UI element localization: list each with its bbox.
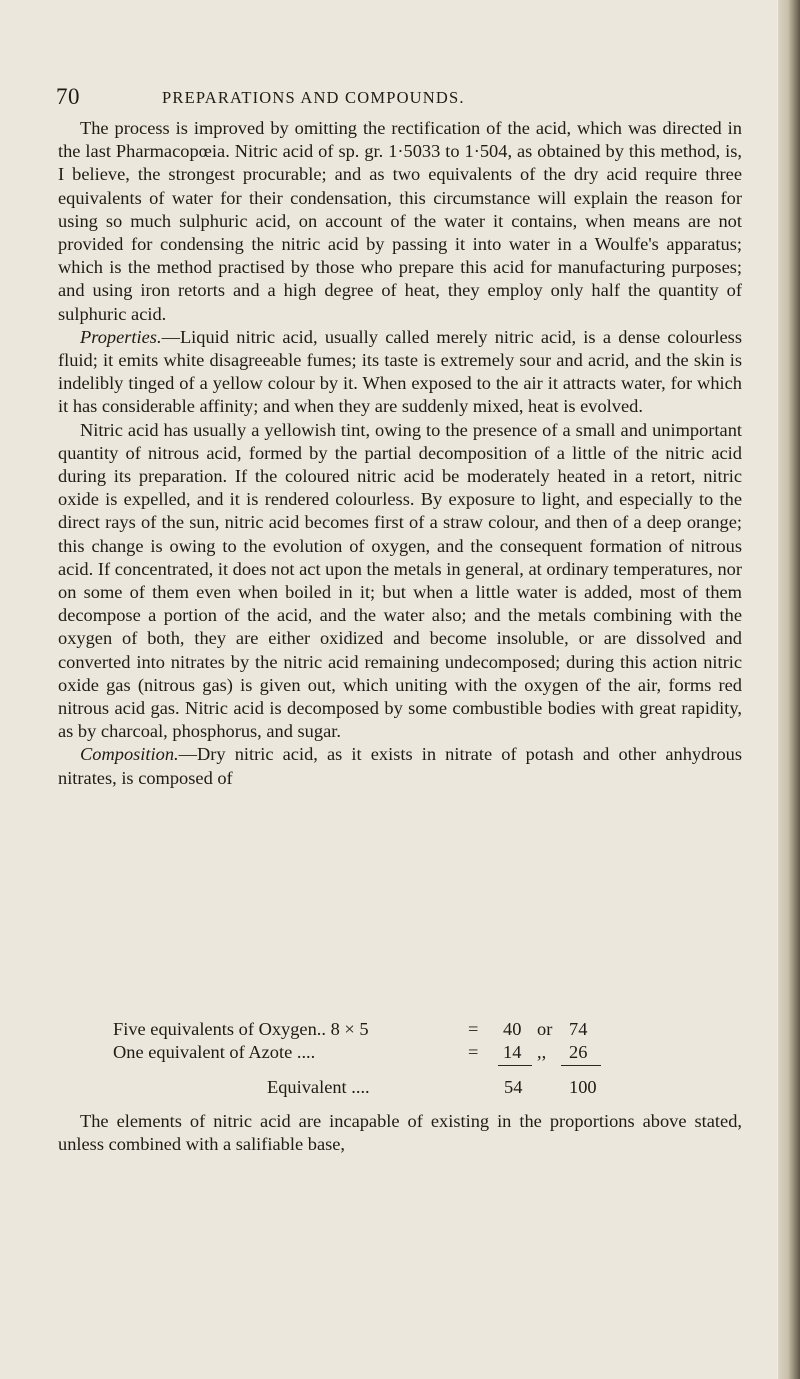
page-number: 70 [56, 84, 80, 109]
composition-table [58, 1018, 742, 1064]
composition-row-oxygen [58, 1018, 742, 1041]
paragraph-properties [58, 326, 742, 419]
separator: ,, [537, 1042, 547, 1063]
paragraph-nitric-acid-tint: Nitric acid has usually a yellowish tint, owing to the presence of a small and unimportant quantity of nitrous acid, formed by the partial decomposition of a little of the nitric acid during its preparation. If the coloured nitric acid be moderately heated in a retort, nitric oxide is expelled, and it is rendered colourless. By exposure to light, and especially to the direct rays of the sun, nitric acid becomes first of a straw colour, and then of a deep orange; this change is owing to the evolution of oxygen, and the consequent formation of nitrous acid. If concentrated, it does not act upon the metals in general, at ordinary temperatures, nor on some of them even when boiled in it; but when a little water is added, most of them decompose a portion of the acid, and the water also; and the metals combining with the oxygen of both, they are either oxidized and become insoluble, or are dissolved and converted into nitrates by the nitric acid remaining undecomposed; during this action nitric oxide gas (nitrous gas) is given out, which uniting with the oxygen of the air, forms red nitrous acid gas. Nitric acid is decomposed by some combustible bodies with great rapidity, as by charcoal, phosphorus, and sugar. [58, 419, 742, 742]
equals-sign: = [468, 1042, 479, 1063]
total-label: Equivalent .... [267, 1077, 370, 1097]
separator: or [537, 1019, 553, 1039]
page-header [56, 84, 756, 112]
paragraph-composition [58, 743, 742, 789]
row-label: Five equivalents of Oxygen.. 8 × 5 [113, 1019, 369, 1039]
sum-rule-left [498, 1065, 532, 1066]
composition-row-azote [58, 1041, 742, 1064]
row-label: One equivalent of Azote .... [113, 1042, 316, 1063]
composition-text: —Dry nitric acid, as it exists in nitrate of potash and other anhydrous nitrates, is composed of [58, 744, 742, 788]
value-weight: 14 [503, 1042, 522, 1063]
composition-total-row [58, 1076, 742, 1100]
main-text [58, 117, 742, 790]
running-head: PREPARATIONS AND COMPOUNDS. [162, 88, 465, 107]
page-edge-shadow [778, 0, 800, 1379]
paragraph-elements: The elements of nitric acid are incapable of existing in the proportions above stated, unless combined with a salifiable base, [58, 1111, 742, 1155]
value-percent: 74 [569, 1019, 588, 1039]
heading-properties: Properties. [80, 326, 162, 347]
closing-text [58, 1110, 742, 1156]
paragraph-process: The process is improved by omitting the rectification of the acid, which was directed in the last Pharmacopœia. Nitric acid of sp. gr. 1·5033 to 1·504, as obtained by this method, is, I believe, the strongest procurable; and as two equivalents of the dry acid require three equivalents of water for their condensation, this circumstance will explain the reason for using so much sulphuric acid, on account of the water it contains, when means are not provided for condensing the nitric acid by passing it into water in a Woulfe's apparatus; which is the method practised by those who prepare this acid for manufacturing purposes; and using iron retorts and a high degree of heat, they employ only half the quantity of sulphuric acid. [58, 118, 742, 324]
total-weight: 54 [504, 1077, 523, 1097]
value-percent: 26 [569, 1042, 588, 1063]
equals-sign: = [468, 1019, 479, 1039]
value-weight: 40 [503, 1019, 522, 1039]
properties-text: —Liquid nitric acid, usually called merely nitric acid, is a dense colourless fluid; it emits white disagreeable fumes; its taste is extremely sour and acrid, and the skin is indelibly tinged of a yellow colour by it. When exposed to the air it attracts water, for which it has considerable affinity; and when they are suddenly mixed, heat is evolved. [58, 326, 742, 417]
heading-composition: Composition. [80, 744, 179, 765]
total-percent: 100 [569, 1077, 597, 1097]
sum-rule-right [561, 1065, 601, 1066]
